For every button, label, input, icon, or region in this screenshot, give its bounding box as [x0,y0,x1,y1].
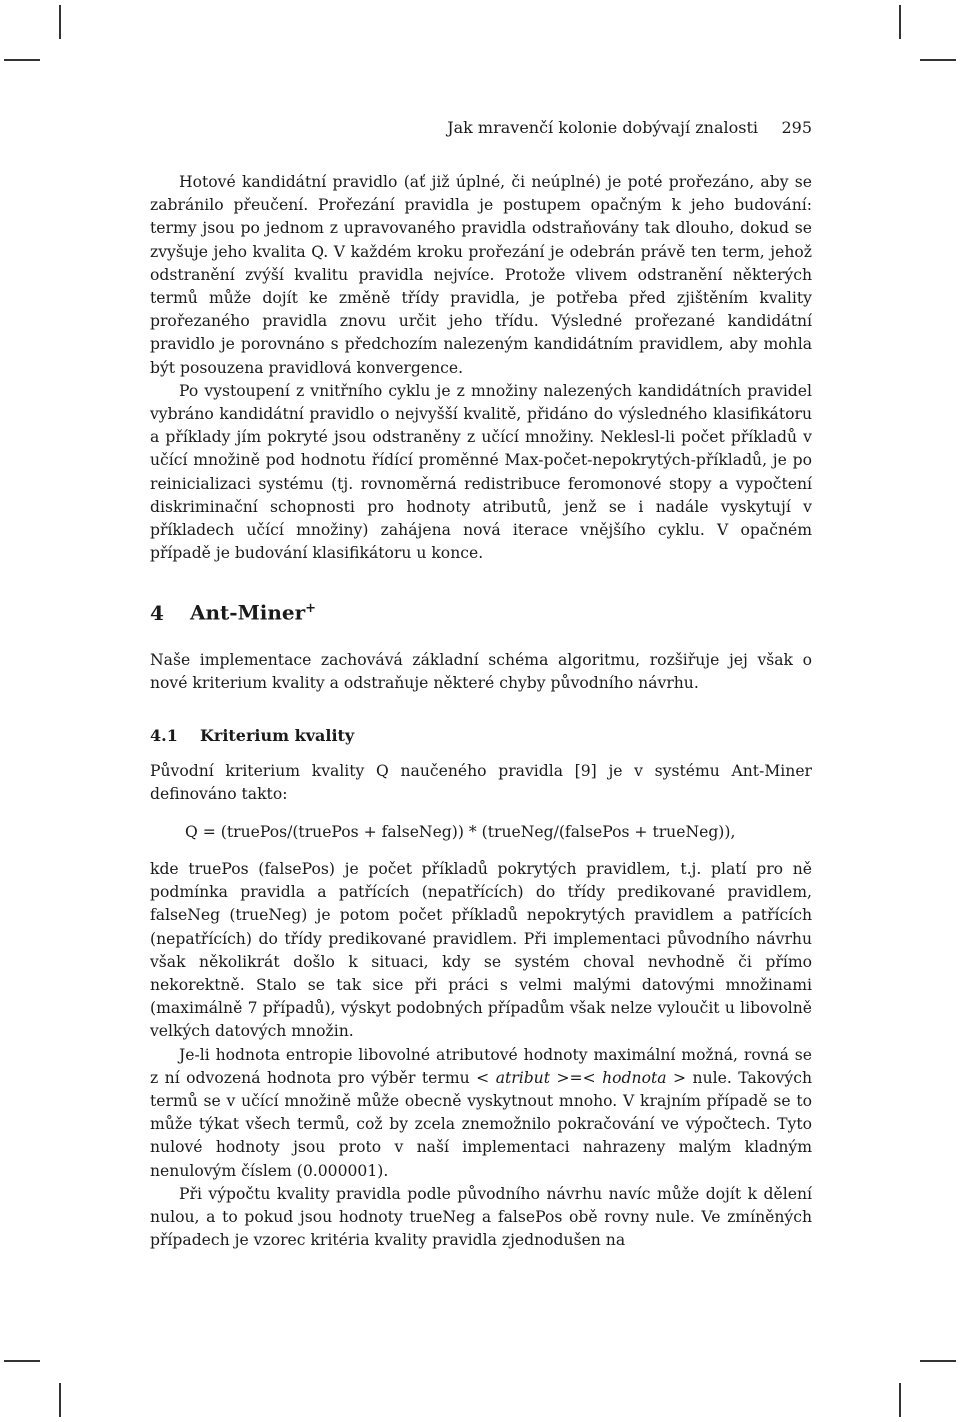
paragraph-entropy [150,1044,812,1183]
paragraph-outer-loop: Po vystoupení z vnitřního cyklu je z množiny nalezených kandidátních pravidel vybráno kandidátní pravidlo o nejvyšší kvalitě, přidáno do výsledného klasifikátoru a příklady jím pokryté jsou odstraněny z učící množiny. Neklesl-li počet příkladů v učící množině pod hodnotu řídící proměnné Max-počet-nepokrytých-příkladů, je po reinicializaci systému (tj. rovnoměrná redistribuce feromonové stopy a vypočtení diskriminační schopnosti pro hodnoty atributů, jenž se i nadále vyskytují v příkladech učící množiny) zahájena nová iterace vnějšího cyklu. V opačném případě je budování klasifikátoru u konce. [150,381,812,563]
entropy-text-before: Je-li hodnota entropie libovolné atributové hodnoty maximální možná, rovná se z ní odvozená hodnota pro výběr termu [150,1045,812,1087]
section-title-superscript: + [305,601,317,617]
math-hodnota: hodnota [602,1068,667,1087]
crop-mark-bottom-right-h [920,1360,956,1362]
section-heading [150,595,812,627]
page-number: 295 [781,118,812,137]
paragraph-division-by-zero: Při výpočtu kvality pravidla podle původního návrhu navíc může dojít k dělení nulou, a to pokud jsou hodnoty trueNeg a falsePos obě rovny nule. Ve zmíněných případech je vzorec kritéria kvality pravidla zjednodušen na [150,1184,812,1250]
crop-mark-top-left [59,5,61,39]
crop-mark-top-right-h [920,59,956,61]
subsection-title: Kriterium kvality [200,725,355,745]
subsection-number: 4.1 [150,725,178,745]
crop-mark-top-left-h [4,59,40,61]
paragraph-quality-definition: Původní kriterium kvality Q naučeného pravidla [9] je v systému Ant-Miner definováno takto: [150,761,812,803]
crop-mark-bottom-left [59,1383,61,1417]
section-intro: Naše implementace zachovává základní schéma algoritmu, rozšiřuje jej však o nové kriterium kvality a odstraňuje některé chyby původního návrhu. [150,651,812,693]
math-open: < [476,1068,496,1087]
section-title: Ant-Miner [190,601,306,626]
paragraph-pruning: Hotové kandidátní pravidlo (ať již úplné, či neúplné) je poté prořezáno, aby se zabránilo přeučení. Prořezání pravidla je postupem opačným k jeho budování: termy jsou po jednom z upravovaného pravidla odstraňovány tak dlouho, dokud se zvyšuje jeho kvalita Q. V každém kroku prořezání je odebrán právě ten term, jehož odstranění zvýší kvalitu pravidla nejvíce. Protože vlivem odstranění některých termů může dojít ke změně třídy pravidla, je potřeba před zjištěním kvality prořezaného pravidla znovu určit jeho třídu. Výsledné prořezané kandidátní pravidlo je porovnáno s předchozím nalezeným kandidátním pravidlem, aby mohla být posouzena pravidlová konvergence. [150,173,812,377]
page-body [150,171,812,1252]
math-mid: >=< [549,1068,603,1087]
paragraph-truepos-explanation: kde truePos (falsePos) je počet příkladů pokrytých pravidlem, t.j. platí pro ně podmínka pravidla a patřících (nepatřících) do třídy predikované pravidlem, falseNeg (trueNeg) je potom počet příkladů nepokrytých pravidlem a patřících (nepatřících) do třídy predikované pravidlem. Při implementaci původního návrhu však několikrát došlo k situaci, kdy se systém choval nevhodně či přímo nekorektně. Stalo se tak sice při práci s velmi malými datovými množinami (maximálně 7 případů), výskyt podobných případům však nelze vyloučit u libovolně velkých datových množin. [150,859,812,1041]
section-number: 4 [150,601,164,626]
running-head-title: Jak mravenčí kolonie dobývají znalosti [447,118,758,137]
entropy-text-after: nule. Takových termů se v učící množině může obecně vyskytnout mnoho. V krajním případě se to může týkat všech termů, což by zcela znemožnilo pokračování ve výpočtech. Tyto nulové hodnoty jsou proto v naší implementaci nahrazeny malým kladným nenulovým číslem (0.000001). [150,1068,812,1180]
crop-mark-top-right [899,5,901,39]
crop-mark-bottom-left-h [4,1360,40,1362]
running-head [150,116,812,140]
subsection-heading [150,724,812,748]
equation-quality: Q = (truePos/(truePos + falseNeg)) * (trueNeg/(falsePos + trueNeg)), [185,822,736,841]
math-atribut: atribut [495,1068,550,1087]
crop-mark-bottom-right [899,1383,901,1417]
math-close: > [666,1068,687,1087]
